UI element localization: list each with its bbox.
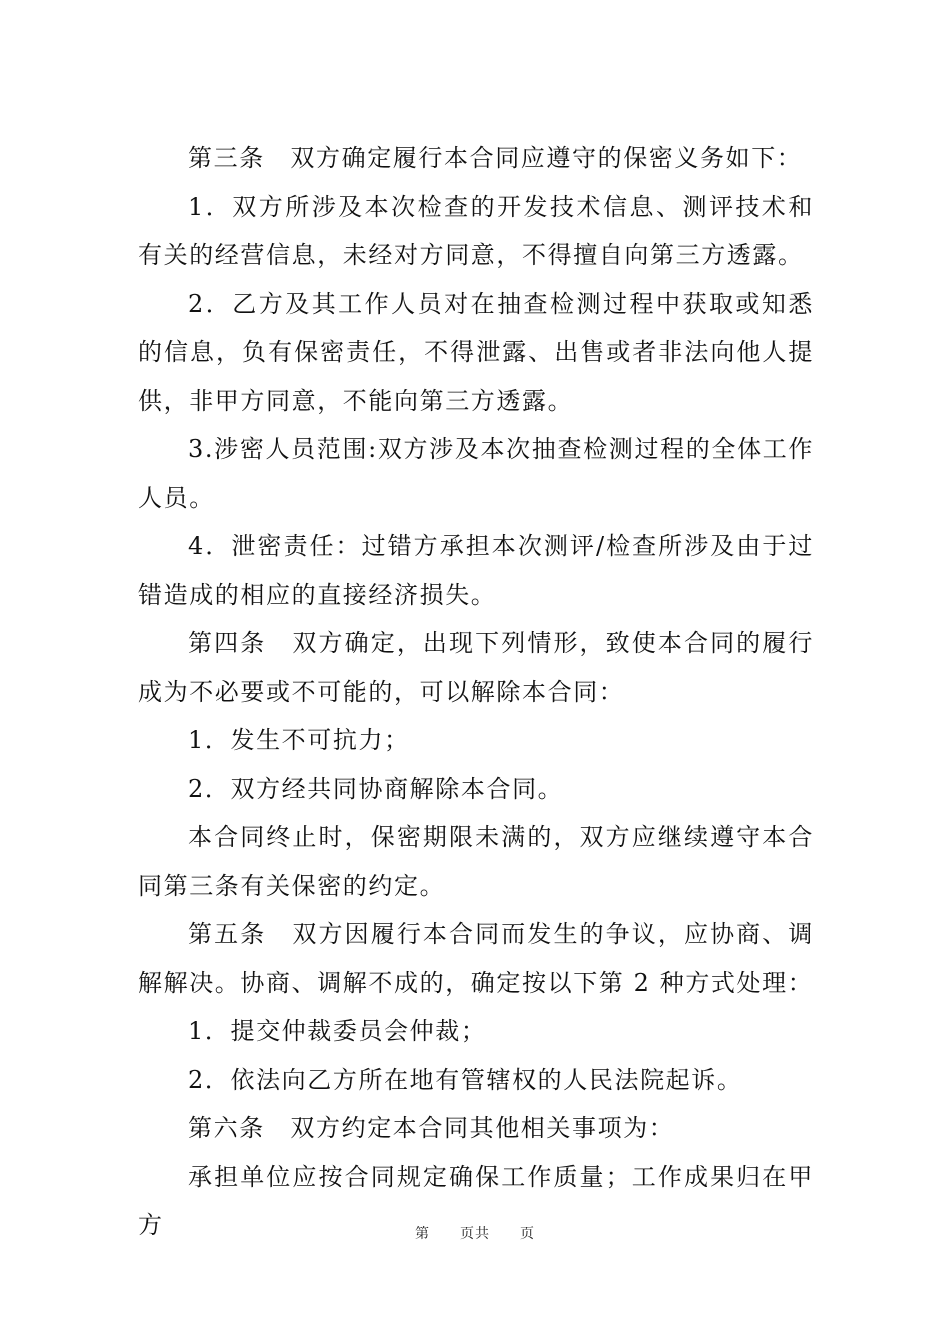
paragraph-item-2: 2．乙方及其工作人员对在抽查检测过程中获取或知悉的信息，负有保密责任，不得泄露、出售或者非法向他人提供，非甲方同意，不能向第三方透露。 [138, 289, 814, 415]
document-body [138, 134, 814, 1250]
paragraph-item-force-majeure: 1．发生不可抗力； [188, 726, 410, 754]
page-number-label: 第 页共 页 [415, 1226, 535, 1242]
paragraph-item-4: 4．泄密责任：过错方承担本次测评/检查所涉及由于过错造成的相应的直接经济损失。 [138, 532, 814, 609]
paragraph-article-5-heading: 第五条 双方因履行本合同而发生的争议，应协商、调解解决。协商、调解不成的，确定按以下第 2 种方式处理： [138, 920, 814, 997]
paragraph-item-mutual-termination: 2．双方经共同协商解除本合同。 [188, 774, 564, 803]
paragraph-article-4-heading: 第四条 双方确定，出现下列情形，致使本合同的履行成为不必要或不可能的，可以解除本合同： [138, 629, 814, 706]
paragraph-item-lawsuit: 2．依法向乙方所在地有管辖权的人民法院起诉。 [188, 1065, 743, 1094]
paragraph-work-quality: 承担单位应按合同规定确保工作质量；工作成果归在甲方 [138, 1162, 814, 1239]
page-footer [0, 1224, 950, 1244]
paragraph-item-3: 3.涉密人员范围:双方涉及本次抽查检测过程的全体工作人员。 [138, 435, 814, 512]
paragraph-article-6-heading: 第六条 双方约定本合同其他相关事项为： [188, 1114, 675, 1142]
paragraph-item-arbitration: 1．提交仲裁委员会仲裁； [188, 1017, 487, 1045]
paragraph-termination-confidentiality: 本合同终止时，保密期限未满的，双方应继续遵守本合同第三条有关保密的约定。 [138, 823, 814, 900]
paragraph-article-3-heading: 第三条 双方确定履行本合同应遵守的保密义务如下： [188, 144, 803, 172]
paragraph-item-1: 1．双方所涉及本次检查的开发技术信息、测评技术和有关的经营信息，未经对方同意，不得擅自向第三方透露。 [138, 192, 814, 269]
